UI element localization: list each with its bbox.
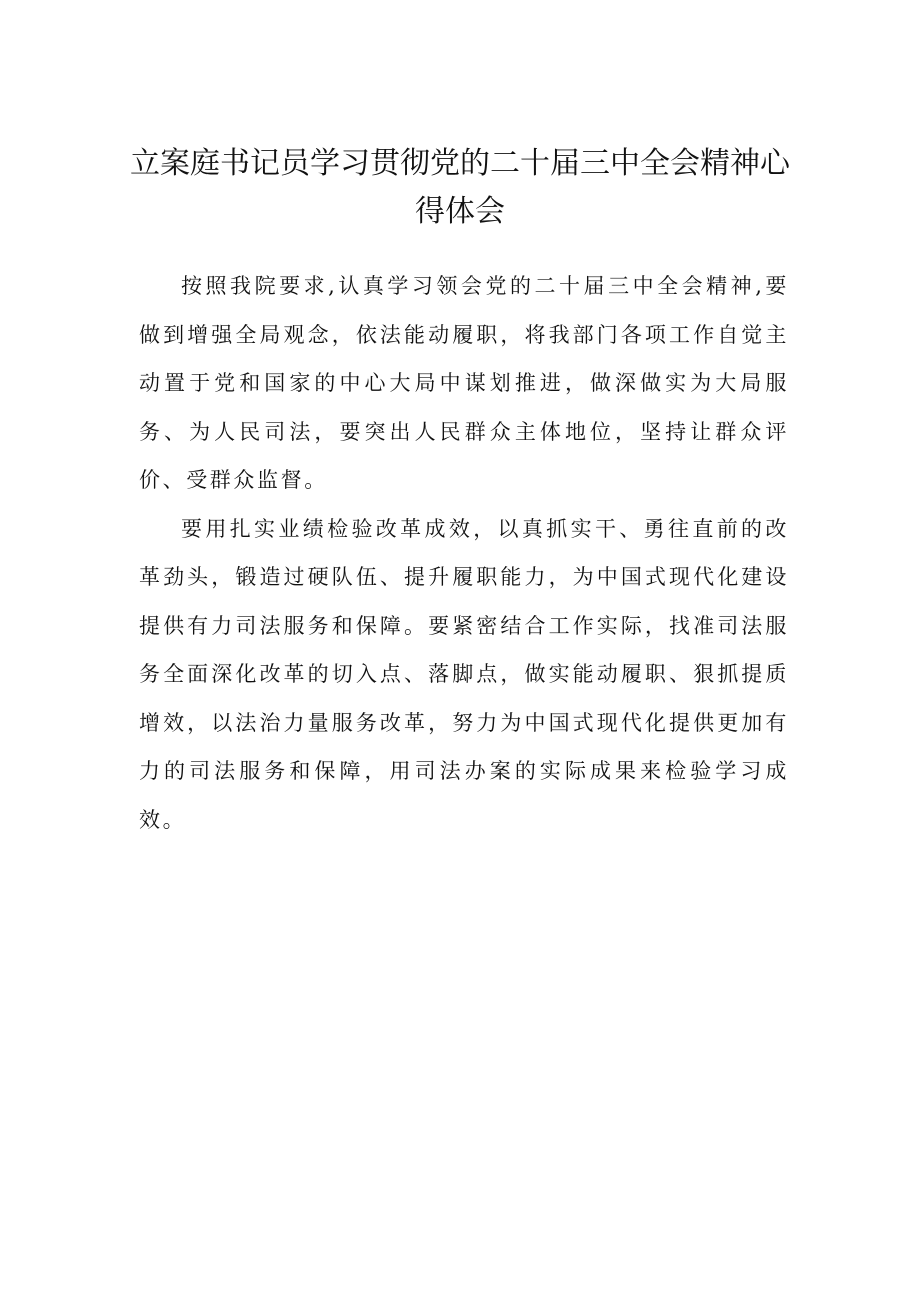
paragraph-1: 按照我院要求,认真学习领会党的二十届三中全会精神,要做到增强全局观念，依法能动履职，将我部门各项工作自觉主动置于党和国家的中心大局中谋划推进，做深做实为大局服务、为人民司法，要突出人民群众主体地位，坚持让群众评价、受群众监督。: [139, 274, 789, 492]
document-title: 立案庭书记员学习贯彻党的二十届三中全会精神心得体会: [130, 146, 790, 229]
document-body: [139, 262, 789, 844]
paragraph-2: 要用扎实业绩检验改革成效，以真抓实干、勇往直前的改革劲头，锻造过硬队伍、提升履职能力，为中国式现代化建设提供有力司法服务和保障。要紧密结合工作实际，找准司法服务全面深化改革的切入点、落脚点，做实能动履职、狠抓提质增效，以法治力量服务改革，努力为中国式现代化提供更加有力的司法服务和保障，用司法办案的实际成果来检验学习成效。: [139, 516, 789, 832]
